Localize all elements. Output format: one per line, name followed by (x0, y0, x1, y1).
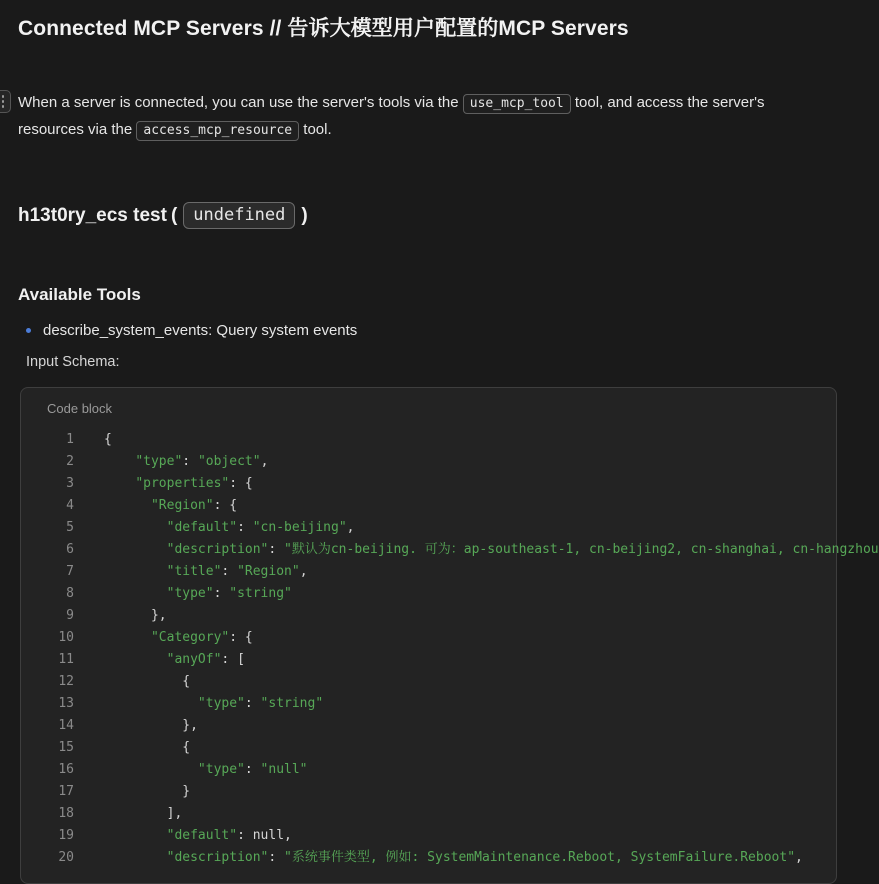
line-number: 5 (66, 520, 74, 535)
server-heading (18, 202, 837, 229)
intro-text-after: tool. (299, 121, 332, 138)
line-number: 3 (66, 476, 74, 491)
line-number: 7 (66, 564, 74, 579)
page (0, 12, 879, 869)
code-text: "Region": { (150, 498, 238, 513)
code-text: "type": "string" (166, 586, 292, 601)
code-line (21, 495, 836, 517)
line-number: 11 (58, 652, 74, 667)
code-block[interactable] (20, 387, 879, 884)
use-mcp-tool-code: use_mcp_tool (463, 94, 571, 114)
code-line (21, 451, 836, 473)
line-number: 4 (66, 498, 74, 513)
input-schema-label: Input Schema: (26, 354, 120, 370)
code-block-label: Code block (47, 401, 113, 416)
server-paren-close: ) (301, 204, 308, 226)
code-text: ], (104, 806, 183, 821)
code-line (21, 473, 836, 495)
code-text: { (104, 674, 191, 689)
tool-list-item (26, 322, 837, 339)
code-line (21, 627, 836, 649)
line-number: 19 (58, 828, 74, 843)
line-number: 14 (58, 718, 74, 733)
line-number: 20 (58, 850, 74, 865)
code-text: "anyOf": [ (166, 652, 245, 667)
code-text: "Category": { (150, 630, 253, 645)
line-number: 10 (58, 630, 74, 645)
code-text: "description": "默认为cn-beijing. 可为：ap-southeast-1, cn-beijing2, cn-shanghai, cn-hangzhou (166, 542, 879, 557)
code-line (21, 517, 836, 539)
code-text: "type": "string" (197, 696, 324, 711)
code-text: "title": "Region", (166, 564, 308, 579)
line-number: 1 (66, 432, 74, 447)
code-text: }, (104, 608, 167, 623)
code-text: "type": "null" (197, 762, 308, 777)
line-number: 9 (66, 608, 74, 623)
code-text: }, (104, 718, 198, 733)
line-number: 16 (58, 762, 74, 777)
line-number: 18 (58, 806, 74, 821)
code-text: "properties": { (135, 476, 253, 491)
line-number: 13 (58, 696, 74, 711)
line-number: 17 (58, 784, 74, 799)
code-text: "description": "系统事件类型, 例如: SystemMaintenance.Reboot, SystemFailure.Reboot", (166, 850, 803, 865)
line-number: 15 (58, 740, 74, 755)
code-line (21, 583, 836, 605)
line-number: 12 (58, 674, 74, 689)
intro-text-before: When a server is connected, you can use the server's tools via the (18, 94, 463, 111)
intro-block (18, 90, 837, 144)
code-line (21, 693, 836, 715)
code-line (21, 781, 836, 803)
code-line (21, 759, 836, 781)
code-line (21, 737, 836, 759)
line-number: 6 (66, 542, 74, 557)
code-text: { (104, 432, 112, 447)
access-mcp-resource-code: access_mcp_resource (136, 121, 299, 141)
code-line (21, 561, 836, 583)
line-number: 8 (66, 586, 74, 601)
bullet-icon (26, 328, 31, 333)
code-line (21, 649, 836, 671)
code-area (21, 429, 879, 869)
code-text: "default": null, (166, 828, 292, 843)
drag-handle-icon[interactable] (0, 90, 11, 113)
code-text: "default": "cn-beijing", (166, 520, 355, 535)
code-line (21, 715, 836, 737)
server-status-code: undefined (183, 202, 295, 229)
code-line (21, 539, 879, 561)
code-text: "type": "object", (135, 454, 269, 469)
code-line (21, 825, 836, 847)
server-name: h13t0ry_ecs test (18, 204, 167, 226)
intro-paragraph (18, 90, 813, 144)
code-line (21, 847, 836, 869)
line-number: 2 (66, 454, 74, 469)
code-text: { (104, 740, 191, 755)
server-paren-open: ( (170, 204, 178, 226)
available-tools-heading: Available Tools (18, 285, 141, 304)
intro-text-middle: tool, and access the server's resources via the (18, 94, 765, 138)
code-line (21, 605, 836, 627)
code-line (21, 671, 836, 693)
code-line (21, 429, 836, 451)
code-text: } (104, 784, 191, 799)
page-title: Connected MCP Servers // 告诉大模型用户配置的MCP Servers (18, 17, 629, 40)
code-line (21, 803, 836, 825)
tool-item-label: describe_system_events: Query system events (43, 322, 358, 339)
